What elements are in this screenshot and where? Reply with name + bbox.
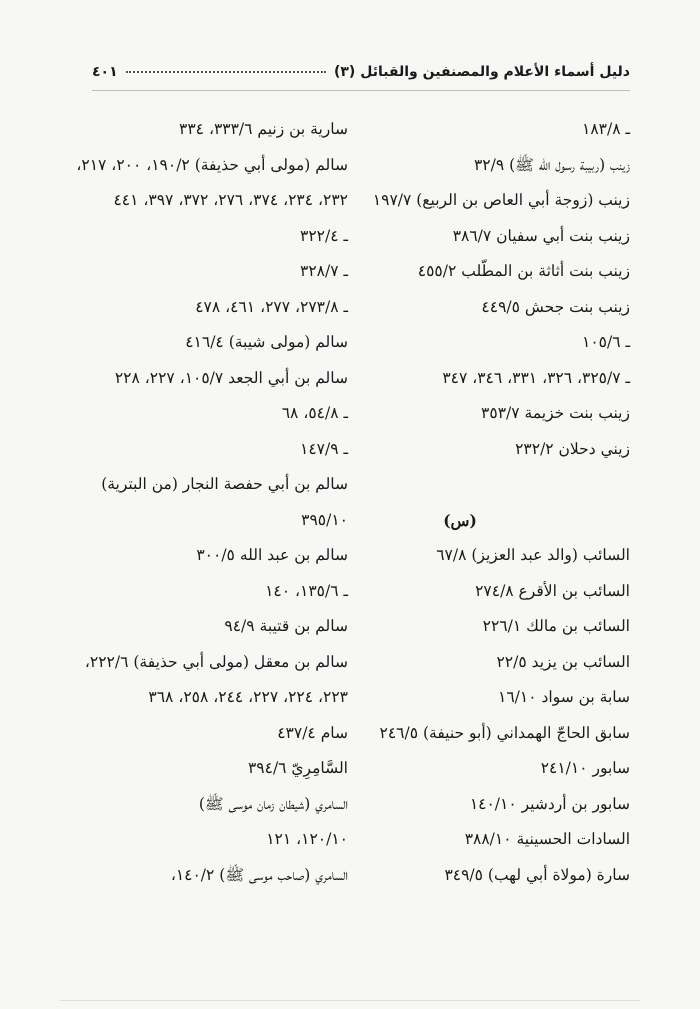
index-entry: زينب بنت خزيمة ٣٥٣/٧	[481, 404, 630, 422]
index-entry: سام ٤٣٧/٤	[277, 723, 348, 742]
index-entry: سالم بن أبي الجعد ١٠٥/٧، ٢٢٧، ٢٢٨	[114, 368, 348, 387]
index-entry: زينب (زوجة أبي العاص بن الربيع) ١٩٧/٧	[372, 191, 630, 209]
index-entry: ـ ١٣٥/٦، ١٤٠	[265, 581, 348, 600]
index-column-right	[370, 112, 630, 893]
index-entry: ـ ٣٢٥/٧، ٣٢٦، ٣٣١، ٣٤٦، ٣٤٧	[442, 368, 630, 387]
index-entry: سابق الحاجّ الهمداني (أبو حنيفة) ٢٤٦/٥	[379, 723, 630, 742]
header-rule	[92, 90, 630, 91]
index-entry: سابة بن سواد ١٦/١٠	[498, 688, 630, 706]
index-entry: زيني دحلان ٢٣٢/٢	[515, 439, 630, 458]
index-entry: السامري (شيطان زمان موسى ﷺ)	[198, 794, 348, 813]
blank-line	[370, 467, 630, 503]
index-entry-continuation: ٢٢٣، ٢٢٤، ٢٢٧، ٢٤٤، ٢٥٨، ٣٦٨	[148, 688, 348, 706]
index-entry: سالم (مولى أبي حذيفة) ١٩٠/٢، ٢٠٠، ٢١٧،	[76, 155, 348, 174]
index-entry: ـ ١٨٣/٨	[582, 120, 630, 138]
index-entry-continuation: ٣٩٥/١٠	[301, 510, 348, 529]
index-entry: السائب بن الأقرع ٢٧٤/٨	[475, 581, 630, 600]
index-entry: سالم (مولى شيبة) ٤١٦/٤	[185, 333, 348, 351]
page-number: ٤٠١	[92, 64, 118, 80]
index-entry: السامري (صاحب موسى ﷺ) ١٤٠/٢،	[170, 865, 348, 884]
index-entry: ـ ١٤٧/٩	[300, 439, 348, 458]
index-entry: زينب بنت أبي سفيان ٣٨٦/٧	[452, 226, 630, 245]
index-entry: سالم بن أبي حفصة النجار (من البترية)	[101, 475, 348, 493]
index-entry: ـ ٣٢٨/٧	[300, 262, 348, 280]
index-entry: سابور ٢٤١/١٠	[540, 759, 630, 777]
page-edge-rule	[60, 1000, 640, 1001]
index-entry-continuation: ٢٣٢، ٢٣٤، ٣٧٤، ٢٧٦، ٣٧٢، ٣٩٧، ٤٤١	[113, 191, 348, 209]
index-entry: السَّامِرِيّ ٣٩٤/٦	[247, 759, 348, 777]
index-entry: زينب (ربيبة رسول الله ﷺ) ٣٢/٩	[473, 155, 630, 174]
index-entry: ـ ٥٤/٨، ٦٨	[281, 404, 348, 422]
index-entry: سابور بن أردشير ١٤٠/١٠	[469, 794, 630, 813]
index-entry: ـ ٣٢٢/٤	[300, 226, 348, 245]
index-entry: زينب بنت جحش ٤٤٩/٥	[481, 297, 630, 316]
index-entry: سارة (مولاة أبي لهب) ٣٤٩/٥	[444, 865, 630, 884]
index-entry: ـ ١٠٥/٦	[582, 333, 630, 351]
index-entry: زينب بنت أثاثة بن المطّلب ٤٥٥/٢	[417, 262, 630, 280]
index-entry: السائب بن يزيد ٢٢/٥	[496, 652, 630, 671]
index-entry: سالم بن عبد الله ٣٠٠/٥	[196, 546, 348, 564]
index-column-left	[72, 112, 348, 893]
header-title: دليل أسماء الأعلام والمصنفين والقبائل (٣)	[333, 64, 630, 80]
index-entry: السائب (والد عبد العزيز) ٦٧/٨	[436, 546, 630, 564]
header-leader-dots	[126, 71, 326, 73]
section-heading: (س)	[443, 510, 477, 530]
index-entry: السائب بن مالك ٢٢٦/١	[482, 617, 630, 635]
index-entry: السادات الحسينية ٣٨٨/١٠	[464, 830, 630, 848]
index-entry-continuation: ١٢٠/١٠، ١٢١	[266, 830, 348, 848]
index-entry: سالم بن معقل (مولى أبي حذيفة) ٢٢٢/٦،	[84, 652, 348, 671]
index-entry: سارية بن زنيم ٣٣٣/٦، ٣٣٤	[179, 120, 348, 138]
index-entry: سالم بن قتيبة ٩٤/٩	[224, 617, 348, 635]
running-header	[92, 64, 630, 80]
index-entry: ـ ٢٧٣/٨، ٢٧٧، ٤٦١، ٤٧٨	[195, 297, 348, 316]
